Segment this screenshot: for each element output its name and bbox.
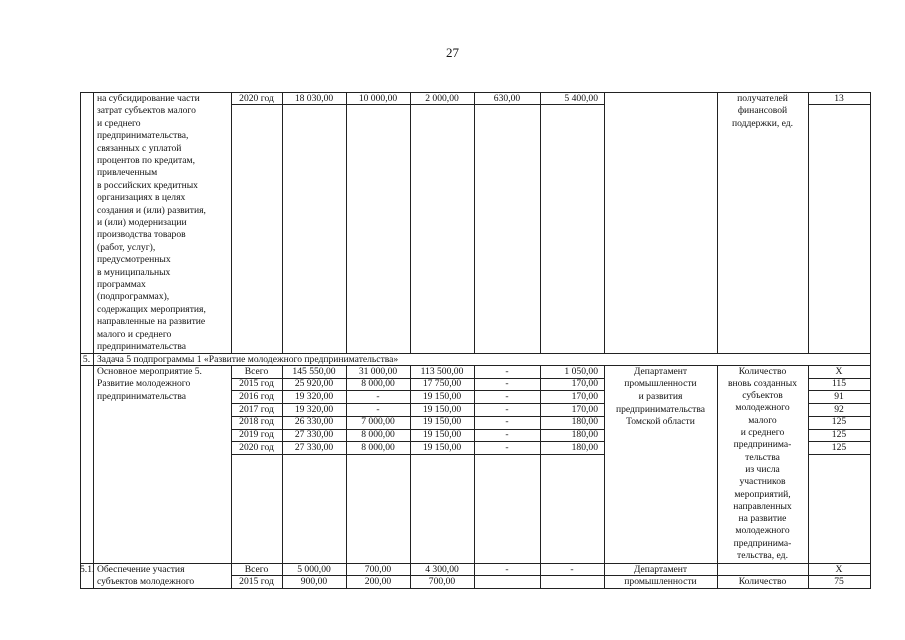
indicator-name-line: малого xyxy=(748,414,777,426)
amount-federal: 200,00 xyxy=(364,575,392,587)
amount-total: 145 550,00 xyxy=(292,365,336,377)
indicator-value: 125 xyxy=(831,441,847,453)
indicator-name-line: получателей xyxy=(737,93,788,104)
indicator-name-line: тельства, ед. xyxy=(737,550,788,561)
page-number: 27 xyxy=(446,45,459,60)
subsidy-description-line: и среднего xyxy=(97,117,141,129)
indicator-name-line: из числа xyxy=(745,463,780,475)
indicator-name-line: молодежного xyxy=(735,525,790,537)
activity-name-line: Обеспечение участия xyxy=(97,563,185,575)
amount-local: - xyxy=(505,563,509,575)
subsidy-description-line: программах xyxy=(97,279,146,290)
indicator-value: Х xyxy=(835,563,843,575)
amount-total: 5 000,00 xyxy=(297,563,331,575)
amount-total: 19 320,00 xyxy=(294,390,334,402)
amount-total: 900,00 xyxy=(300,575,328,587)
subsidy-description-line: организациях в целях xyxy=(97,192,186,204)
subsidy-description-line: (подпрограммах), xyxy=(97,291,170,303)
year-cell: 2017 год xyxy=(239,403,274,415)
indicator-value: 13 xyxy=(834,93,844,104)
indicator-value: Х xyxy=(835,365,843,377)
amount-total: 27 330,00 xyxy=(294,441,334,453)
amount-regional: 2 000,00 xyxy=(425,93,459,104)
column-rule xyxy=(808,92,809,353)
executor-line: промышленности xyxy=(624,378,697,390)
column-rule xyxy=(474,92,475,353)
indicator-name-line: вновь созданных xyxy=(727,377,798,389)
subsidy-description-line: создания и (или) развития, xyxy=(97,204,206,216)
year-cell: 2018 год xyxy=(239,416,274,428)
amount-extrabudget: 5 400,00 xyxy=(564,93,598,104)
amount-local: - xyxy=(505,365,509,377)
indicator-value: 75 xyxy=(834,575,844,587)
amount-regional: 19 150,00 xyxy=(422,390,462,402)
activity-name-line: Развитие молодежного xyxy=(97,378,191,390)
column-rule xyxy=(346,92,347,353)
amount-total: 26 330,00 xyxy=(294,416,334,428)
amount-local: - xyxy=(505,390,509,402)
amount-local: - xyxy=(505,403,509,415)
amount-total: 19 320,00 xyxy=(294,403,334,415)
indicator-value: 92 xyxy=(834,403,844,415)
subsidy-description-line: в муниципальных xyxy=(97,266,171,278)
amount-extrabudget: 1 050,00 xyxy=(564,365,598,377)
amount-regional: 113 500,00 xyxy=(420,365,464,377)
year-cell: 2020 год xyxy=(239,441,274,453)
amount-total: 25 920,00 xyxy=(294,378,334,390)
indicator-name-line: участников xyxy=(739,476,786,488)
subsidy-description-line: в российских кредитных xyxy=(97,179,198,191)
activity-name-line: Основное мероприятие 5. xyxy=(97,365,202,377)
column-rule xyxy=(80,365,81,588)
column-rule xyxy=(80,92,81,353)
amount-extrabudget: 180,00 xyxy=(571,429,598,440)
subsidy-description-line: (работ, услуг), xyxy=(97,241,156,253)
year-cell: 2019 год xyxy=(239,429,274,440)
amount-federal: 10 000,00 xyxy=(358,93,398,104)
column-rule xyxy=(870,365,871,588)
indicator-value: 125 xyxy=(831,429,847,440)
amount-regional: 4 300,00 xyxy=(425,563,459,575)
subsidy-description-line: привлеченным xyxy=(97,167,158,179)
amount-regional: 19 150,00 xyxy=(422,403,462,415)
executor-line: и развития xyxy=(638,390,683,402)
year-cell: 2020 год xyxy=(239,93,274,104)
column-rule xyxy=(93,365,94,588)
column-rule xyxy=(231,92,232,353)
subsidy-description-line: на субсидирование части xyxy=(97,93,200,104)
activity-name-line: субъектов молодежного xyxy=(97,575,195,587)
indicator-name-line: Количество xyxy=(738,365,787,377)
amount-federal: 8 000,00 xyxy=(361,441,395,453)
activity-number: 5.1. xyxy=(80,563,95,575)
amount-local: - xyxy=(505,441,509,453)
subsidy-description-line: предусмотренных xyxy=(97,254,171,266)
column-rule xyxy=(870,353,871,365)
amount-extrabudget: 180,00 xyxy=(571,441,598,453)
indicator-name-line: молодежного xyxy=(735,402,790,414)
amount-total: 27 330,00 xyxy=(294,429,334,440)
amount-extrabudget: 170,00 xyxy=(571,378,598,390)
indicator-name-line: предпринима- xyxy=(733,537,792,549)
row-rule xyxy=(808,454,871,455)
amount-regional: 19 150,00 xyxy=(422,441,462,453)
year-cell: 2016 год xyxy=(239,390,274,402)
column-rule xyxy=(410,92,411,353)
amount-regional: 19 150,00 xyxy=(422,416,462,428)
indicator-name-line: Количество xyxy=(738,575,787,587)
subsidy-description-line: затрат субъектов малого xyxy=(97,105,196,117)
indicator-name-line: поддержки, ед. xyxy=(731,117,794,129)
executor-line: Департамент xyxy=(633,365,688,377)
section-title: Задача 5 подпрограммы 1 «Развитие молодежного предпринимательства» xyxy=(97,353,399,365)
indicator-name-line: мероприятий, xyxy=(734,488,791,500)
amount-regional: 19 150,00 xyxy=(422,429,462,440)
column-rule xyxy=(717,92,718,353)
executor-line: Томской области xyxy=(626,416,695,428)
indicator-name-line: тельства xyxy=(745,451,780,463)
amount-extrabudget: 170,00 xyxy=(571,403,598,415)
executor-line: Департамент xyxy=(633,563,688,575)
amount-local: - xyxy=(505,378,509,390)
amount-local: - xyxy=(505,429,509,440)
subsidy-description-line: связанных с уплатой xyxy=(97,142,182,154)
indicator-value: 115 xyxy=(831,378,847,390)
activity-name-line: предпринимательства xyxy=(97,390,187,402)
subsidy-description-line: производства товаров xyxy=(97,229,186,241)
indicator-name-line: предпринима- xyxy=(733,439,792,451)
amount-extrabudget: 170,00 xyxy=(571,390,598,402)
subsidy-description-line: предпринимательства xyxy=(97,341,187,352)
indicator-name-line: финансовой xyxy=(737,105,788,117)
amount-federal: 7 000,00 xyxy=(361,416,395,428)
table-bottom-rule xyxy=(80,588,871,589)
column-rule xyxy=(282,92,283,353)
section-number: 5. xyxy=(82,353,91,365)
amount-local: - xyxy=(505,416,509,428)
amount-federal: 31 000,00 xyxy=(358,365,398,377)
year-cell: 2015 год xyxy=(239,575,274,587)
amount-federal: 700,00 xyxy=(364,563,392,575)
amount-extrabudget: - xyxy=(570,563,574,575)
subsidy-description-line: процентов по кредитам, xyxy=(97,155,196,166)
subsidy-description-line: предпринимательства, xyxy=(97,130,189,142)
column-rule xyxy=(93,92,94,353)
amount-regional: 17 750,00 xyxy=(422,378,462,390)
row-rule xyxy=(231,454,605,455)
subsidy-description-line: и (или) модернизации xyxy=(97,217,187,228)
subsidy-description-line: содержащих мероприятия, xyxy=(97,303,206,315)
year-cell: Всего xyxy=(244,563,269,575)
indicator-name-line: субъектов xyxy=(742,390,783,402)
amount-federal: 8 000,00 xyxy=(361,429,395,440)
year-cell: 2015 год xyxy=(239,378,274,390)
amount-federal: - xyxy=(376,390,380,402)
amount-regional: 700,00 xyxy=(428,575,456,587)
column-rule xyxy=(540,92,541,353)
amount-extrabudget: 180,00 xyxy=(571,416,598,428)
indicator-name-line: на развитие xyxy=(738,513,787,525)
indicator-value: 91 xyxy=(834,390,844,402)
amount-total: 18 030,00 xyxy=(294,93,334,104)
executor-line: промышленности xyxy=(624,575,697,587)
indicator-name-line: и среднего xyxy=(740,427,785,438)
amount-local: 630,00 xyxy=(493,93,521,104)
column-rule xyxy=(870,92,871,353)
amount-federal: 8 000,00 xyxy=(361,378,395,390)
year-cell: Всего xyxy=(244,365,269,377)
indicator-name-line: направленных xyxy=(733,500,792,512)
indicator-value: 125 xyxy=(831,416,847,428)
column-rule xyxy=(604,92,605,353)
subsidy-description-line: малого и среднего xyxy=(97,328,172,340)
column-rule xyxy=(93,353,94,365)
amount-federal: - xyxy=(376,403,380,415)
executor-line: предпринимательства xyxy=(615,403,706,415)
subsidy-description-line: направленные на развитие xyxy=(97,316,206,328)
